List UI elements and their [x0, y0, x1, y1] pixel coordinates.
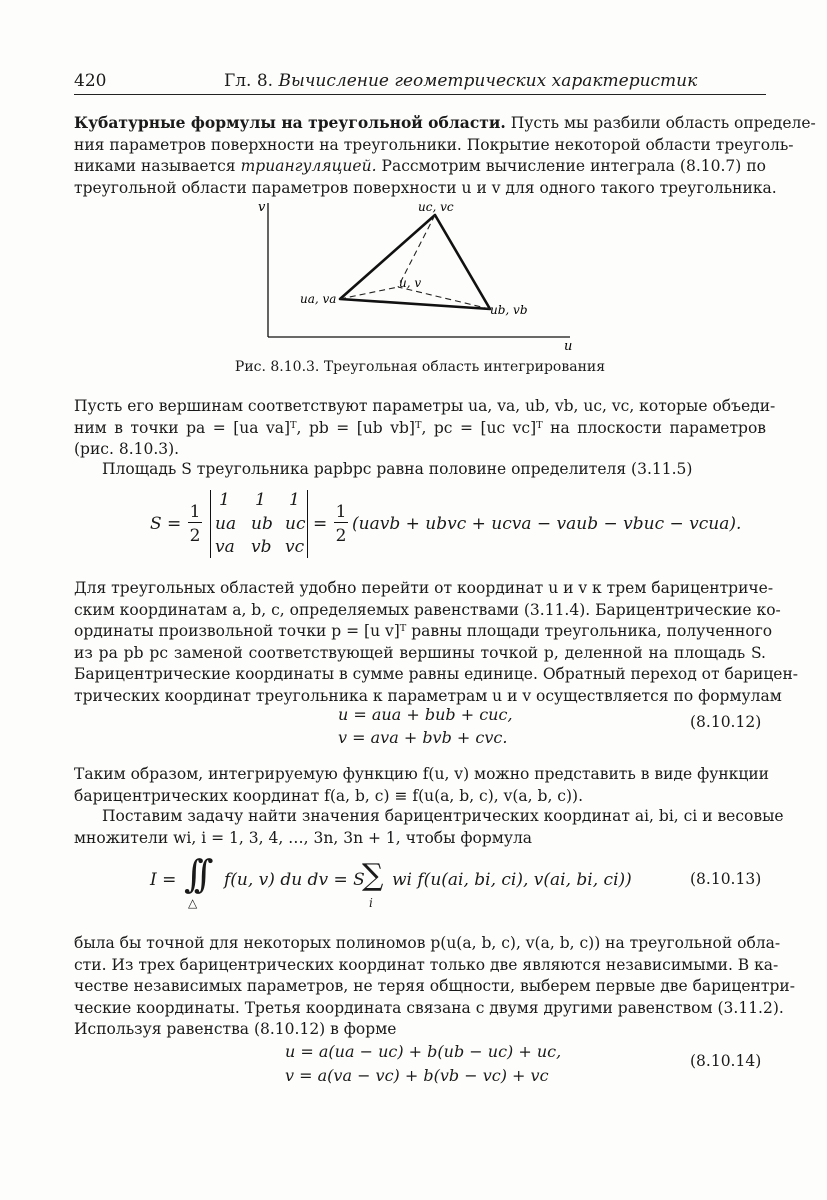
para1-line2: ния параметров поверхности на треугольники. Покрытие некоторой области треуголь-	[74, 135, 794, 154]
para1-line1: Кубатурные формулы на треугольной области. Пусть мы разбили область определе-	[74, 113, 816, 132]
chapter-title	[224, 71, 697, 91]
figure-caption: Рис. 8.10.3. Треугольная область интегрирования	[234, 359, 606, 375]
vertex-b-label: ub, vb	[490, 303, 528, 317]
eq14-number: (8.10.14)	[690, 1052, 762, 1070]
det-rhs-frac-den: 2	[335, 526, 347, 546]
point-p-label: u, v	[399, 276, 422, 290]
para6-line2: множители wi, i = 1, 3, 4, …, 3n, 3n + 1, чтобы формула	[74, 828, 533, 847]
eq12-number: (8.10.12)	[690, 713, 762, 731]
eq12-line2: v = ava + bvb + cvc.	[338, 728, 508, 747]
eq14-line2: v = a(va − vc) + b(vb − vc) + vc	[285, 1066, 549, 1085]
para2-line1: Пусть его вершинам соответствуют параметры ua, va, ub, vb, uc, vc, которые объеди-	[74, 397, 776, 415]
eq13-sum-term: wi f(u(ai, bi, ci), v(ai, bi, ci))	[392, 870, 632, 890]
page-number: 420	[74, 71, 107, 91]
para4-line4: из pa pb pc заменой соответствующей вершины точкой p, деленной на площадь S.	[74, 643, 766, 662]
paragraph-intro	[74, 112, 816, 199]
det-frac-num: 1	[189, 502, 201, 522]
para7-line4: ческие координаты. Третья координата связана с двумя другими равенством (3.11.2).	[74, 998, 784, 1017]
det-rhs: (uavb + ubvc + ucva − vaub − vbuc − vcua).	[352, 514, 742, 534]
para1-line3: никами называется триангуляцией. Рассмотрим вычисление интеграла (8.10.7) по	[74, 157, 767, 175]
equation-8-10-14	[285, 1040, 561, 1088]
determinant-matrix: 1 1 1 ua ub uc va vb vc	[210, 490, 308, 558]
para7-line2: сти. Из трех барицентрических координат только две являются независимыми. В ка-	[74, 955, 779, 974]
paragraph-function	[74, 764, 769, 807]
running-header	[74, 68, 766, 95]
triangle-figure	[252, 195, 582, 355]
para7-line5: Используя равенства (8.10.12) в форме	[74, 1020, 397, 1038]
vertex-a-label: ua, va	[300, 292, 337, 306]
para4-line3: ординаты произвольной точки p = [u v]ᵀ равны площади треугольника, полученного	[74, 622, 773, 640]
para4-line6: трических координат треугольника к параметрам u и v осуществляется по формулам	[74, 686, 782, 705]
paragraph-barycentric	[74, 578, 799, 707]
paragraph-exactness	[74, 933, 795, 1041]
axis-u-label: u	[564, 339, 573, 354]
para4-line5: Барицентрические координаты в сумме равны единице. Обратный переход от барицен-	[74, 665, 799, 683]
det-frac-den: 2	[189, 526, 201, 546]
para5-line1: Таким образом, интегрируемую функцию f(u, v) можно представить в виде функции	[74, 765, 769, 783]
para7-line1: была бы точной для некоторых полиномов p(u(a, b, c), v(a, b, c)) на треугольной обла-	[74, 934, 781, 952]
para7-line3: честве независимых параметров, не теряя общности, выберем первые две барицентри-	[74, 977, 795, 995]
equation-8-10-13	[150, 852, 630, 916]
paragraph-area: Площадь S треугольника papbpc равна половине определителя (3.11.5)	[102, 460, 693, 478]
double-integral-icon: ∫∫	[184, 852, 204, 896]
chapter-label: Гл. 8.	[224, 71, 274, 91]
det-rhs-frac-num: 1	[335, 502, 347, 522]
sum-sign-icon: ∑	[362, 858, 384, 893]
para5-line2: барицентрических координат f(a, b, c) ≡ f(u(a, b, c), v(a, b, c)).	[74, 786, 584, 805]
eq13-integrand: f(u, v) du dv = S	[224, 870, 365, 890]
para4-line2: ским координатам a, b, c, определяемых равенствами (3.11.4). Барицентрические ко-	[74, 600, 781, 619]
equation-determinant: S = 1 2 1 1 1 ua ub uc va vb vc = 1 2 (uavb + ubvc + ucva − vaub − vbuc − vcua).	[150, 490, 742, 557]
det-lhs: S =	[150, 514, 182, 534]
axis-v-label: v	[258, 200, 266, 215]
chapter-name: Вычисление геометрических характеристик	[278, 71, 698, 91]
integral-domain: △	[188, 896, 198, 910]
equation-8-10-12	[338, 703, 513, 749]
para2-line2: ним в точки pa = [ua va]ᵀ, pb = [ub vb]ᵀ, pc = [uc vc]ᵀ на плоскости параметров	[74, 418, 766, 437]
eq14-line1: u = a(ua − uc) + b(ub − uc) + uc,	[285, 1042, 562, 1061]
eq13-lhs: I =	[150, 870, 177, 890]
paragraph-vertices	[74, 396, 776, 461]
para6-line1: Поставим задачу найти значения барицентрических координат ai, bi, ci и весовые	[102, 807, 784, 825]
para2-line3: (рис. 8.10.3).	[74, 440, 180, 458]
section-lead: Кубатурные формулы на треугольной области.	[74, 113, 506, 132]
paragraph-problem	[74, 806, 784, 849]
vertex-c-label: uc, vc	[418, 200, 454, 214]
para4-line1: Для треугольных областей удобно перейти от координат u и v к трем барицентриче-	[74, 579, 774, 597]
sum-index: i	[369, 896, 373, 910]
eq12-line1: u = aua + bub + cuc,	[338, 705, 513, 724]
term-triangulation: триангуляцией.	[240, 157, 377, 175]
para1-line4: треугольной области параметров поверхности u и v для одного такого треугольника.	[74, 178, 777, 197]
eq13-number: (8.10.13)	[690, 870, 762, 888]
